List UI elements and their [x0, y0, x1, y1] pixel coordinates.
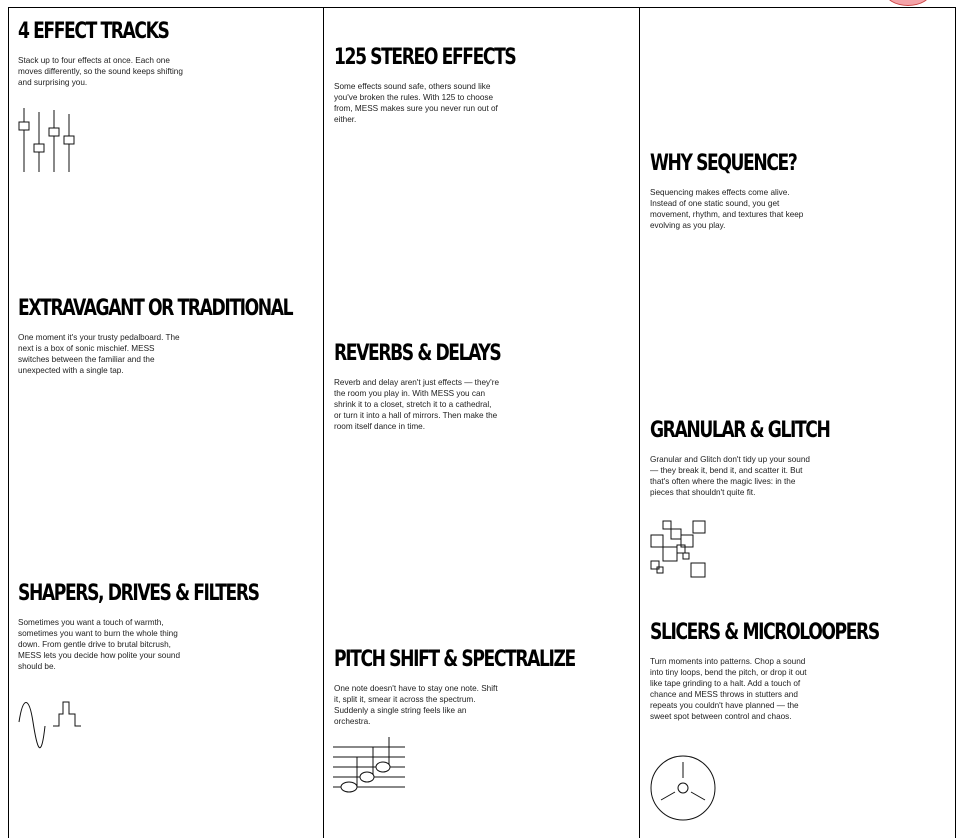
section-title: 125 STEREO EFFECTS	[334, 45, 516, 70]
section-effect-tracks	[18, 19, 183, 88]
section-title: EXTRAVAGANT OR TRADITIONAL	[18, 296, 293, 321]
music-staff-icon	[333, 737, 407, 795]
section-body: One note doesn't have to stay one note. Shift it, split it, smear it across the spectrum. Suddenly a single string feels like an orchestra.	[334, 684, 498, 726]
section-body: Stack up to four effects at once. Each one moves differently, so the sound keeps shifting and surprising you.	[18, 56, 183, 87]
column-divider-1	[323, 7, 324, 838]
section-title: PITCH SHIFT & SPECTRALIZE	[334, 647, 575, 672]
section-why-sequence	[650, 151, 815, 231]
section-body: Turn moments into patterns. Chop a sound into tiny loops, bend the pitch, or drop it out like tape grinding to a halt. Add a touch of chance and MESS throws in stutters and repeats you couldn't have planned — the sweet spot between control and chaos.	[650, 657, 807, 721]
section-body: Some effects sound safe, others sound like you've broken the rules. With 125 to choose from, MESS makes sure you never run out of either.	[334, 82, 498, 124]
corner-circle-decoration	[885, 0, 931, 6]
section-extravagant	[18, 296, 293, 376]
column-divider-2	[639, 7, 640, 838]
column-divider-right	[955, 7, 956, 838]
sliders-icon	[17, 108, 77, 174]
section-stereo-effects	[334, 45, 516, 125]
top-border	[8, 7, 956, 8]
section-shapers	[18, 581, 259, 672]
section-title: REVERBS & DELAYS	[334, 341, 501, 366]
section-body: Sequencing makes effects come alive. Instead of one static sound, you get movement, rhythm, and textures that keep evolving as you play.	[650, 188, 804, 230]
section-pitch	[334, 647, 575, 727]
section-reverbs	[334, 341, 499, 432]
section-title: 4 EFFECT TRACKS	[18, 19, 169, 44]
section-granular	[650, 418, 830, 498]
section-title: SLICERS & MICROLOOPERS	[650, 620, 879, 645]
section-title: WHY SEQUENCE?	[650, 151, 797, 176]
section-body: Reverb and delay aren't just effects — they're the room you play in. With MESS you can shrink it to a closet, stretch it to a cathedral, or turn it into a hall of mirrors. Then make the room itself dance in time.	[334, 378, 499, 431]
column-divider-left	[8, 7, 9, 838]
section-title: GRANULAR & GLITCH	[650, 418, 830, 443]
waveform-icon	[17, 692, 83, 758]
section-body: One moment it's your trusty pedalboard. The next is a box of sonic mischief. MESS switches between the familiar and the unexpected with a single tap.	[18, 333, 180, 375]
section-title: SHAPERS, DRIVES & FILTERS	[18, 581, 259, 606]
tape-reel-icon	[649, 754, 717, 822]
section-body: Granular and Glitch don't tidy up your sound — they break it, bend it, and scatter it. But that's often where the magic lives: in the pieces that shouldn't quite fit.	[650, 455, 810, 497]
section-body: Sometimes you want a touch of warmth, sometimes you want to burn the whole thing down. From gentle drive to brutal bitcrush, MESS lets you decide how polite your sound should be.	[18, 618, 181, 671]
section-slicers	[650, 620, 879, 722]
scattered-squares-icon	[649, 519, 709, 579]
